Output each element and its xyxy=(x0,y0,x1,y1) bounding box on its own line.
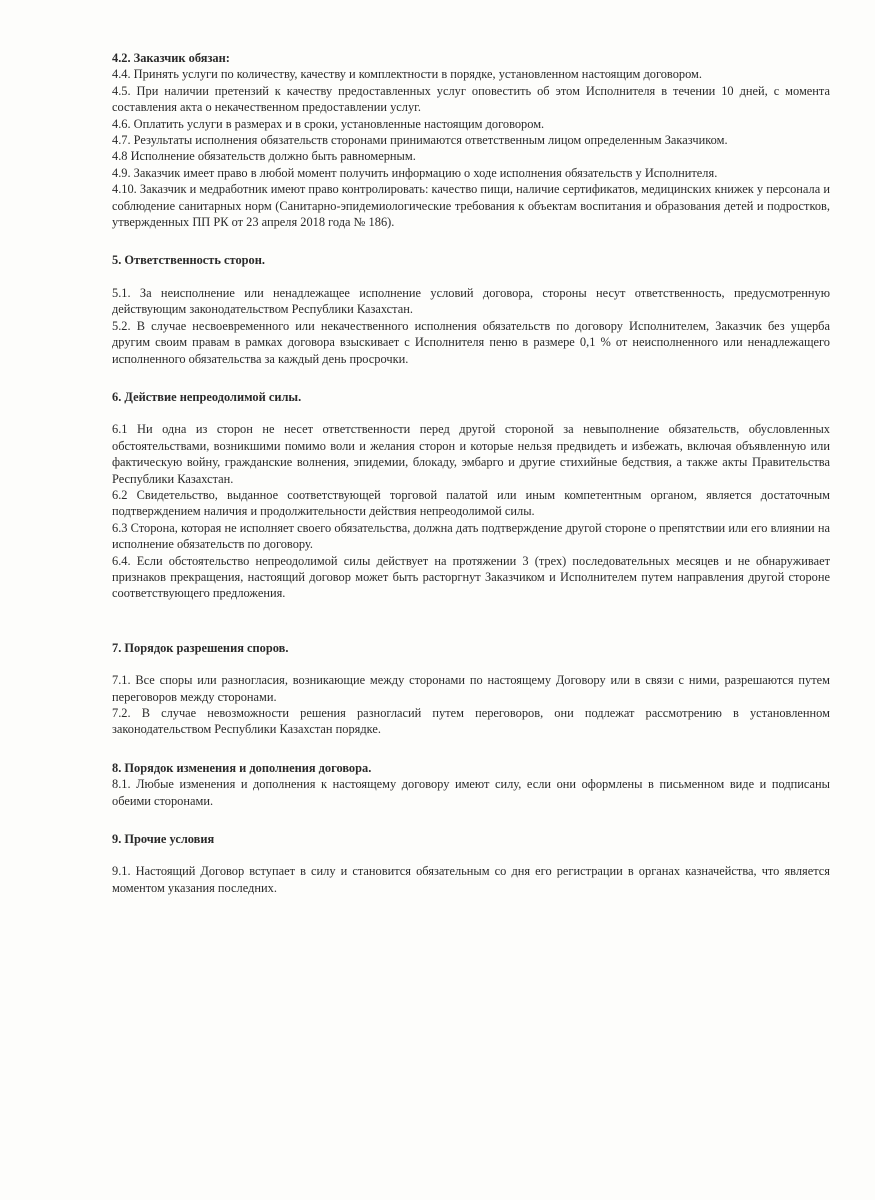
paragraph: 9.1. Настоящий Договор вступает в силу и становится обязательным со дня его регистрации в органах казначейства, что является моментом указания последних. xyxy=(112,864,830,895)
paragraph: 6.3 Сторона, которая не исполняет своего обязательства, должна дать подтверждение другой стороне о препятствии или его влиянии на исполнение обязательств по договору. xyxy=(112,520,830,552)
section-heading: 5. Ответственность сторон. xyxy=(112,253,265,268)
section-heading: 7. Порядок разрешения споров. xyxy=(112,640,289,655)
paragraph: 6.1 Ни одна из сторон не несет ответственности перед другой стороной за невыполнение обязательств, обусловленных обстоятельствами, возникшими помимо воли и желания сторон и которые нельзя предвидеть и избежать, включая объявленную или фактическую войну, гражданские волнения, эпидемии, блокаду, эмбарго и другие стихийные бедствия, а также акты Правительства Республики Казахстан. xyxy=(112,422,830,486)
paragraph: 4.4. Принять услуги по количеству, качеству и комплектности в порядке, установленном настоящим договором. xyxy=(112,67,702,82)
section-force-majeure xyxy=(112,389,830,602)
section-heading: 8. Порядок изменения и дополнения договора. xyxy=(112,760,372,775)
document-body xyxy=(112,50,830,896)
paragraph: 4.10. Заказчик и медработник имеют право контролировать: качество пищи, наличие сертификатов, медицинских книжек у персонала и соблюдение санитарных норм (Санитарно-эпидемиологические требования к объектам воспитания и образования детей и подростков, утвержденных ПП РК от 23 апреля 2018 года № 186). xyxy=(112,182,830,230)
paragraph: 8.1. Любые изменения и дополнения к настоящему договору имеют силу, если они оформлены в письменном виде и подписаны обеими сторонами. xyxy=(112,777,830,808)
paragraph: 7.1. Все споры или разногласия, возникающие между сторонами по настоящему Договору или в связи с ними, разрешаются путем переговоров между сторонами. xyxy=(112,673,830,704)
paragraph: 4.7. Результаты исполнения обязательств сторонами принимаются ответственным лицом определенным Заказчиком. xyxy=(112,133,728,148)
section-heading: 4.2. Заказчик обязан: xyxy=(112,51,230,65)
paragraph: 4.9. Заказчик имеет право в любой момент получить информацию о ходе исполнения обязательств у Исполнителя. xyxy=(112,165,718,180)
section-liability xyxy=(112,252,830,366)
paragraph: 4.8 Исполнение обязательств должно быть равномерным. xyxy=(112,149,416,164)
paragraph: 6.4. Если обстоятельство непреодолимой силы действует на протяжении 3 (трех) последовательных месяцев и не обнаруживает признаков прекращения, настоящий договор может быть расторгнут Заказчиком и Исполнителем путем направления другой стороне соответствующего предложения. xyxy=(112,553,830,601)
paragraph: 4.5. При наличии претензий к качеству предоставленных услуг оповестить об этом Исполнителя в течении 10 дней, с момента составления акта о некачественном предоставлении услуг. xyxy=(112,83,830,115)
section-heading: 9. Прочие условия xyxy=(112,832,215,847)
paragraph: 7.2. В случае невозможности решения разногласий путем переговоров, они подлежат рассмотрению в установленном законодательством Республики Казахстан порядке. xyxy=(112,706,830,737)
paragraph: 4.6. Оплатить услуги в размерах и в сроки, установленные настоящим договором. xyxy=(112,116,545,131)
paragraph: 6.2 Свидетельство, выданное соответствующей торговой палатой или иным компетентным органом, является достаточным подтверждением наличия и продолжительности действия непреодолимой силы. xyxy=(112,487,830,519)
paragraph: 5.1. За неисполнение или ненадлежащее исполнение условий договора, стороны несут ответственность, предусмотренную действующим законодательством Республики Казахстан. xyxy=(112,285,830,317)
section-heading: 6. Действие непреодолимой силы. xyxy=(112,389,302,404)
paragraph: 5.2. В случае несвоевременного или некачественного исполнения обязательств по договору Исполнителем, Заказчик без ущерба другим своим правам в рамках договора взыскивает с Исполнителя пеню в размере 0,1 % от неисполненного или ненадлежащего исполненного обязательства за каждый день просрочки. xyxy=(112,318,830,366)
section-amendments xyxy=(112,760,830,809)
section-dispute-resolution xyxy=(112,640,830,738)
section-customer-obligations xyxy=(112,50,830,230)
section-other-terms xyxy=(112,831,830,896)
